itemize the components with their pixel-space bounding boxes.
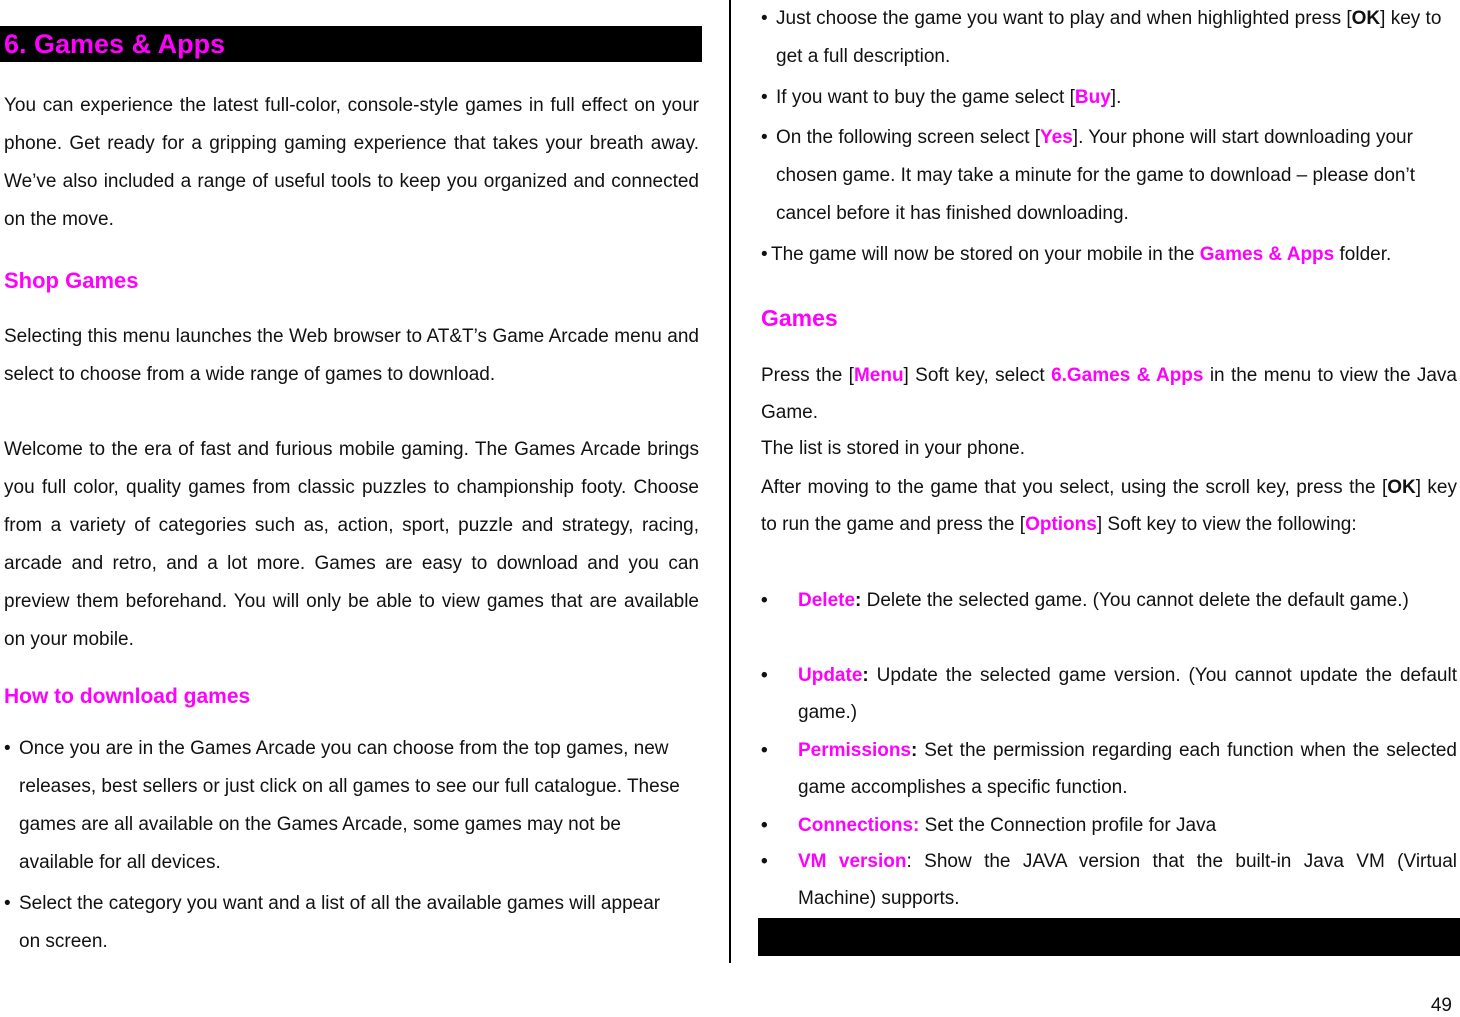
download-step-1 — [4, 730, 684, 882]
download-step-5 — [761, 119, 1451, 233]
games-paragraph-2: The list is stored in your phone. — [761, 438, 1026, 459]
option-name: VM version — [798, 851, 907, 872]
games-apps-path-label: 6.Games & Apps — [1051, 365, 1204, 386]
option-desc: Update the selected game version. (You cannot update the default game.) — [798, 665, 1457, 723]
footer-bar — [758, 918, 1460, 956]
option-permissions: • Permissions: Set the permission regarding each function when the selected game accomplishes a specific function. — [761, 732, 1457, 806]
bullet-icon: • — [761, 815, 768, 836]
download-step-1-text: Once you are in the Games Arcade you can choose from the top games, new releases, best sellers or just click on all games to see our full catalogue. These games are all available on the Games Arcade, some games may not be available for all devices. — [19, 738, 680, 873]
games-apps-folder-label: Games & Apps — [1199, 244, 1335, 265]
download-step-4-text: If you want to buy the game select [Buy]. — [776, 87, 1122, 108]
how-to-download-heading: How to download games — [4, 685, 251, 708]
games-paragraph-3: After moving to the game that you select, using the scroll key, press the [OK] key to run the game and press the [Options] Soft key to view the following: — [761, 477, 1457, 535]
menu-key-label: Menu — [853, 365, 904, 386]
section-title: 6. Games & Apps — [4, 29, 226, 59]
bullet-icon: • — [4, 893, 11, 914]
bullet-icon: • — [761, 740, 768, 761]
ok-key-label: OK — [1351, 8, 1381, 29]
bullet-icon: • — [761, 665, 768, 686]
shop-games-paragraph-2: Welcome to the era of fast and furious mobile gaming. The Games Arcade brings you full color, quality games from classic puzzles to championship footy. Choose from a variety of categories such as, action, sport, puzzle and strategy, racing, arcade and retro, and a lot more. Games are easy to download and you can preview them beforehand. You will only be able to view games that are available on your mobile. — [4, 439, 699, 650]
option-desc: Show the JAVA version that the built-in Java VM (Virtual Machine) supports. — [798, 851, 1457, 909]
games-paragraph-1: Press the [Menu] Soft key, select 6.Games & Apps in the menu to view the Java Game. — [761, 365, 1457, 423]
download-step-2 — [4, 885, 684, 961]
shop-games-paragraph-1: Selecting this menu launches the Web browser to AT&T’s Game Arcade menu and select to choose from a wide range of games to download. — [4, 326, 699, 385]
bullet-icon: • — [761, 87, 768, 108]
option-name: Permissions — [798, 740, 911, 761]
column-divider — [729, 0, 731, 963]
buy-key-label: Buy — [1074, 87, 1111, 108]
bullet-icon: • — [761, 8, 768, 29]
option-connections — [761, 807, 1457, 844]
option-desc: Set the Connection profile for Java — [924, 815, 1217, 836]
download-step-3-text: Just choose the game you want to play and when highlighted press [OK] key to get a full description. — [776, 8, 1442, 67]
bullet-icon: • — [4, 738, 11, 759]
option-desc: Delete the selected game. (You cannot delete the default game.) — [866, 590, 1409, 611]
option-delete: • Delete: Delete the selected game. (You cannot delete the default game.) — [761, 582, 1457, 619]
bullet-icon: • — [761, 127, 768, 148]
option-vm-version: • VM version: Show the JAVA version that the built-in Java VM (Virtual Machine) supports. — [761, 843, 1457, 917]
shop-games-heading: Shop Games — [4, 268, 139, 293]
options-key-label: Options — [1025, 514, 1097, 535]
bullet-icon: • — [761, 244, 768, 265]
download-step-3 — [761, 0, 1451, 76]
download-step-5-text: On the following screen select [Yes]. Your phone will start downloading your chosen game. It may take a minute for the game to download – please don’t cancel before it has finished downloading. — [776, 127, 1415, 224]
bullet-icon: • — [761, 851, 768, 872]
download-step-4 — [761, 79, 1451, 117]
option-desc: Set the permission regarding each function when the selected game accomplishes a specific function. — [798, 740, 1457, 798]
download-step-6-text: The game will now be stored on your mobile in the Games & Apps folder. — [771, 244, 1392, 265]
section-title-bar — [0, 26, 702, 62]
download-step-6 — [761, 236, 1460, 274]
page-number: 49 — [1430, 995, 1452, 1016]
bullet-icon: • — [761, 590, 768, 611]
option-update: • Update: Update the selected game version. (You cannot update the default game.) — [761, 657, 1457, 731]
intro-paragraph: You can experience the latest full-color, console-style games in full effect on your phone. Get ready for a gripping gaming experience that takes your breath away. We’ve also included a range of useful tools to keep you organized and connected on the move. — [4, 95, 699, 230]
option-name: Update — [798, 665, 863, 686]
download-step-2-text: Select the category you want and a list of all the available games will appear on screen. — [19, 893, 661, 952]
games-heading: Games — [761, 305, 838, 331]
option-name: Delete — [798, 590, 856, 611]
option-name: Connections: — [798, 815, 920, 836]
ok-key-label: OK — [1387, 477, 1416, 498]
yes-key-label: Yes — [1040, 127, 1073, 148]
